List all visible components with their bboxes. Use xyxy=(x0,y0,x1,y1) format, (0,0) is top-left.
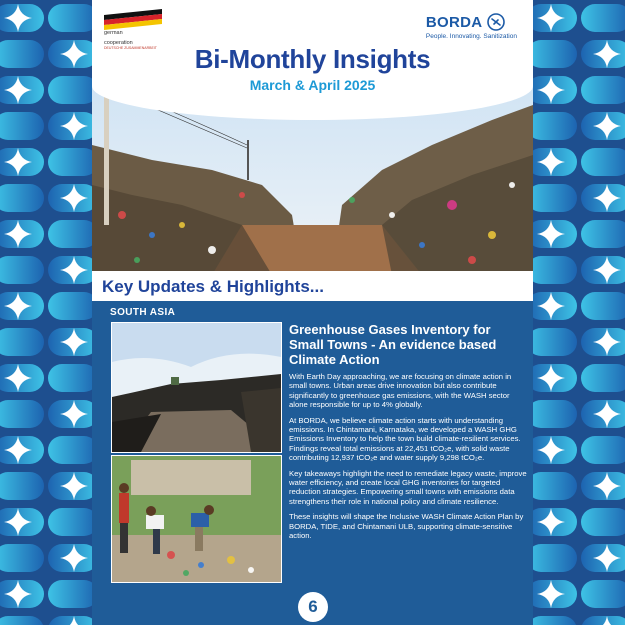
borda-name: BORDA xyxy=(425,13,483,31)
decorative-pattern-left xyxy=(0,0,92,625)
article xyxy=(289,322,527,547)
german-flag-icon xyxy=(104,12,162,26)
borda-tagline: People. Innovating. Sanitization xyxy=(425,33,517,40)
newsletter-title: Bi-Monthly Insights xyxy=(194,44,431,74)
borda-emblem-icon xyxy=(486,12,506,32)
article-paragraph: These insights will shape the Inclusive WASH Climate Action Plan by BORDA, TIDE, and Chintamani ULB, supporting climate-sensitive action. xyxy=(289,512,524,541)
borda-logo xyxy=(426,12,517,40)
region-label: SOUTH ASIA xyxy=(110,307,176,318)
page-number: 6 xyxy=(298,592,328,622)
decorative-pattern-right xyxy=(533,0,625,625)
article-paragraph: With Earth Day approaching, we are focusing on climate action in small towns. Urban areas drive innovation but also contribute significantly to greenhouse gas emissions, with the WASH sector alone responsible for up to 4% globally. xyxy=(289,372,512,410)
newsletter-card xyxy=(92,0,533,625)
landfill-site-photo xyxy=(111,322,282,453)
newsletter-date: March & April 2025 xyxy=(249,77,376,93)
waste-sorting-workers-photo xyxy=(111,455,282,583)
cooperation-text: cooperation xyxy=(104,40,133,46)
deutsche-zusammenarbeit-text: DEUTSCHE ZUSAMMENARBEIT xyxy=(104,46,157,50)
newsletter-header xyxy=(92,0,533,120)
german-cooperation-text: german xyxy=(104,30,123,36)
article-title: Greenhouse Gases Inventory for Small Towns - An evidence based Climate Action xyxy=(289,322,497,367)
article-paragraph: Key takeaways highlight the need to remediate legacy waste, improve water efficiency, and create local GHG inventories for targeted reduction strategies. Empowering small towns with emissions data strengthens their role in national policy and climate resilience. xyxy=(289,468,527,506)
section-heading: Key Updates & Highlights... xyxy=(92,271,533,301)
article-paragraph: At BORDA, we believe climate action starts with understanding emissions. In Chintamani, Karnataka, we developed a WASH GHG Emissions Inventory to help the town build climate-resilient services. Findings reveal total emissions at 22,451 tCO₂e, with solid waste contributing 12,937 tCO₂e and water supply 9,298 tCO₂e. xyxy=(289,415,521,463)
